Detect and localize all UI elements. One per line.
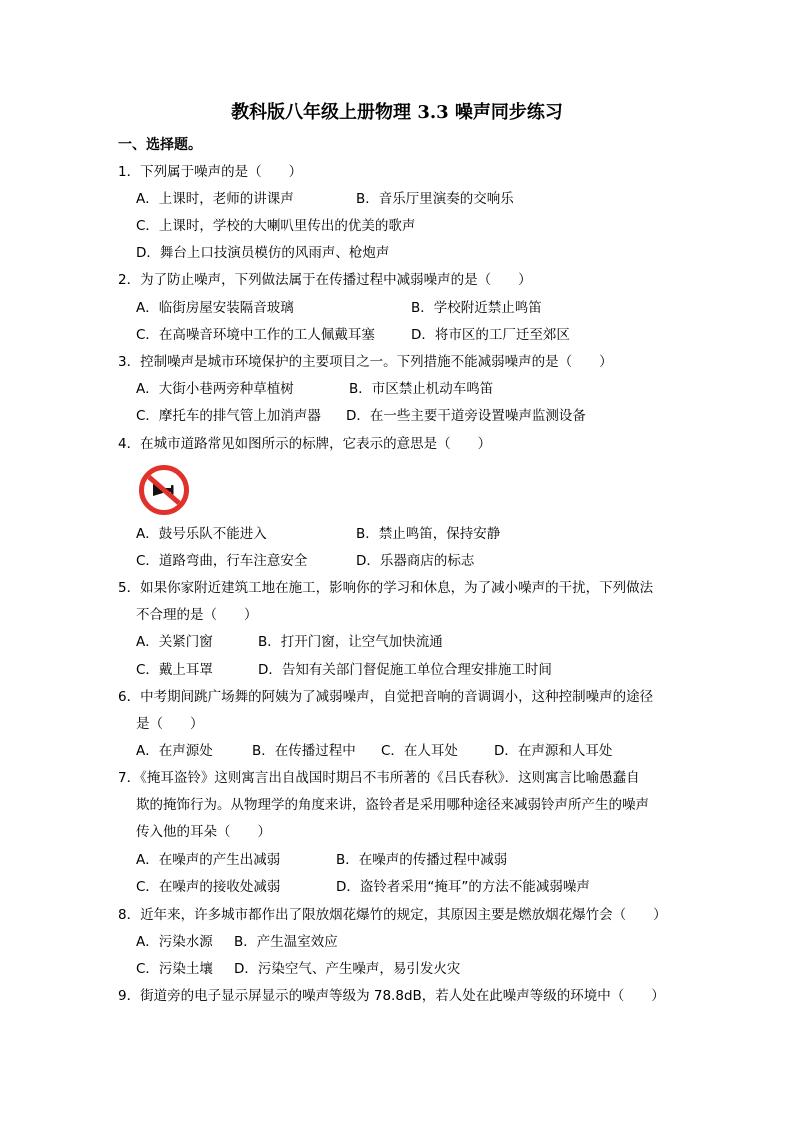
question-4-option-b: B．禁止鸣笛，保持安静: [356, 526, 501, 542]
question-7-option-d: D．盗铃者采用“掩耳”的方法不能减弱噪声: [336, 879, 590, 895]
question-6-stem-line-1: 6．中考期间跳广场舞的阿姨为了减弱噪声，自觉把音响的音调调小，这种控制噪声的途径: [118, 689, 654, 705]
question-8-option-a: A．污染水源: [136, 934, 213, 950]
question-8-option-b: B．产生温室效应: [234, 934, 338, 950]
question-1-option-d: D．舞台上口技演员模仿的风雨声、枪炮声: [136, 245, 390, 261]
question-6-option-a: A．在声源处: [136, 743, 213, 759]
question-5-stem-line-1: 5．如果你家附近建筑工地在施工，影响你的学习和休息，为了减小噪声的干扰，下列做法: [118, 580, 654, 596]
question-2-option-c: C．在高噪音环境中工作的工人佩戴耳塞: [136, 327, 375, 343]
question-8-stem: 8．近年来，许多城市都作出了限放烟花爆竹的规定，其原因主要是燃放烟花爆竹会（ ）: [118, 907, 667, 923]
question-3-option-b: B．市区禁止机动车鸣笛: [349, 381, 494, 397]
question-4-option-c: C．道路弯曲，行车注意安全: [136, 553, 308, 569]
question-8-option-d: D．污染空气、产生噪声，易引发火灾: [234, 961, 461, 977]
question-1-stem: 1．下列属于噪声的是（ ）: [118, 164, 303, 180]
question-7-option-b: B．在噪声的传播过程中减弱: [336, 852, 508, 868]
question-1-option-c: C．上课时，学校的大喇叭里传出的优美的歌声: [136, 218, 416, 234]
question-7-stem-line-3: 传入他的耳朵（ ）: [136, 824, 271, 840]
question-8-option-c: C．污染土壤: [136, 961, 213, 977]
question-5-stem-line-2: 不合理的是（ ）: [136, 607, 258, 623]
question-2-option-b: B．学校附近禁止鸣笛: [411, 300, 542, 316]
page-title: 教科版八年级上册物理 3.3 噪声同步练习: [231, 102, 563, 123]
question-5-option-c: C．戴上耳罩: [136, 662, 213, 678]
question-6-stem-line-2: 是（ ）: [136, 716, 204, 732]
question-2-option-d: D．将市区的工厂迁至郊区: [411, 327, 570, 343]
question-7-option-c: C．在噪声的接收处减弱: [136, 879, 281, 895]
section-heading: 一、选择题。: [118, 137, 202, 153]
question-4-option-a: A．鼓号乐队不能进入: [136, 526, 267, 542]
question-5-option-d: D．告知有关部门督促施工单位合理安排施工时间: [258, 662, 552, 678]
question-4-option-d: D．乐器商店的标志: [356, 553, 475, 569]
question-7-stem-line-2: 欺的掩饰行为。从物理学的角度来讲，盗铃者是采用哪种途径来减弱铃声所产生的噪声: [136, 797, 649, 813]
question-4-stem: 4．在城市道路常见如图所示的标牌，它表示的意思是（ ）: [118, 436, 492, 452]
question-1-option-a: A．上课时，老师的讲课声: [136, 191, 294, 207]
question-6-option-d: D．在声源和人耳处: [494, 743, 613, 759]
question-3-option-d: D．在一些主要干道旁设置噪声监测设备: [346, 408, 586, 424]
question-6-option-b: B．在传播过程中: [252, 743, 356, 759]
question-2-stem: 2．为了防止噪声，下列做法属于在传播过程中减弱噪声的是（ ）: [118, 272, 532, 288]
question-5-option-b: B．打开门窗，让空气加快流通: [258, 634, 443, 650]
question-6-option-c: C．在人耳处: [381, 743, 458, 759]
no-horn-sign-icon: [138, 464, 190, 516]
question-9-stem: 9．街道旁的电子显示屏显示的噪声等级为 78.8dB，若人处在此噪声等级的环境中（ ）: [118, 988, 665, 1004]
question-3-stem: 3．控制噪声是城市环境保护的主要项目之一。下列措施不能减弱噪声的是（ ）: [118, 354, 613, 370]
question-3-option-c: C．摩托车的排气管上加消声器: [136, 408, 321, 424]
question-5-option-a: A．关紧门窗: [136, 634, 213, 650]
question-2-option-a: A．临街房屋安装隔音玻璃: [136, 300, 294, 316]
question-7-stem-line-1: 7．《掩耳盗铃》这则寓言出自战国时期吕不韦所著的《吕氏春秋》．这则寓言比喻愚蠢自: [118, 770, 640, 786]
question-3-option-a: A．大街小巷两旁种草植树: [136, 381, 294, 397]
question-7-option-a: A．在噪声的产生出减弱: [136, 852, 281, 868]
question-1-option-b: B．音乐厅里演奏的交响乐: [356, 191, 514, 207]
